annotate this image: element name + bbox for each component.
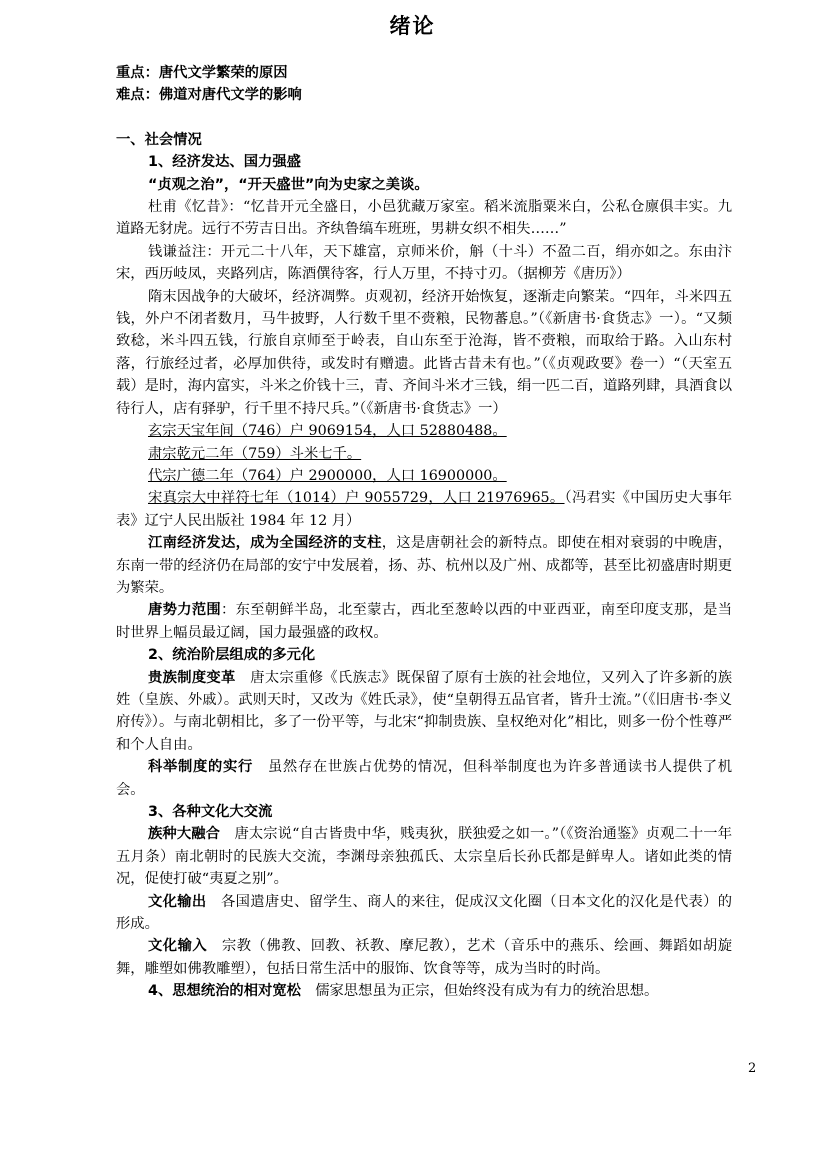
subsection-heading-1: 1、经济发达、国力强盛 [148, 154, 301, 171]
stat-line [116, 465, 732, 487]
paragraph-ethnic-fusion [116, 823, 732, 890]
paragraph-aristocracy [116, 667, 732, 757]
jiangnan-lead: 江南经济发达，成为全国经济的支柱 [148, 535, 382, 552]
paragraph-sui-tang-economy: 隋末因战争的大破坏，经济凋弊。贞观初，经济开始恢复，逐渐走向繁茉。“四年，斗米四五钱，外户不闭者数月，马牛披野，人行数千里不赍粮，民物蕃息。”（《新唐书·食货志》一）。“又频致稔，米斗四五钱，行旅自京师至于岭表，自山东至于沧海，皆不赍粮，而取给于路。入山东村落，行旅经过者，必厚加供待，或发时有赠遗。此皆古昔未有也。”（《贞观政要》卷一）“（天室五载）是时，海内富实，斗米之价钱十三，青、齐间斗米才三钱，绢一匹二百，道路列肆，具酒食以待行人，店有驿驴，行千里不持尺兵。”（《新唐书·食货志》一） [116, 288, 732, 417]
ethnic-fusion-text: 唐太宗说“自古皆贵中华，贱夷狄，朕独爱之如一。”（《资治通鉴》贞观二十一年五月条）南北朝时的民族大交流，李渊母亲独孤氏、太宗皇后长孙氏都是鲜卑人。诸如此类的情况，促使打破“夷夏之别”。 [116, 826, 733, 888]
stat-line [116, 420, 732, 442]
paragraph-ideology [116, 980, 732, 1002]
ideology-text: 儒家思想虽为正宗，但始终没有成为有力的统治思想。 [300, 983, 659, 1000]
paragraph-qian-qianyi: 钱谦益注：开元二十八年，天下雄富，京师米价，斛（十斗）不盈二百，绢亦如之。东由汴宋，西历岐凤，夹路列店，陈酒僎待客，行人万里，不持寸刃。（据柳芳《唐历》） [116, 243, 732, 283]
culture-import-text: 宗教（佛教、回教、袄教、摩尼教），艺术（音乐中的燕乐、绘画、舞蹈如胡旋舞，雕塑如佛教雕塑），包括日常生活中的服饰、饮食等等，成为当时的时尚。 [116, 938, 732, 977]
page-title: 绪论 [389, 14, 436, 38]
stat-text: 肃宗乾元二年（759）斗米七千。 [148, 445, 362, 462]
paragraph-imperial-exam [116, 756, 732, 801]
stat-text: 代宗广德二年（764）户 2900000，人口 16900000。 [148, 467, 507, 484]
imperial-exam-lead: 科举制度的实行 [148, 759, 253, 776]
difficulty-label: 难点： [116, 87, 159, 104]
ethnic-fusion-lead: 族种大融合 [148, 826, 221, 843]
subsection-lead: “贞观之治”，“开天盛世”向为史家之美谈。 [148, 176, 429, 193]
stat-text: 宋真宗大中祥符七年（1014）户 9055729，人口 21976965。 [148, 490, 565, 507]
stat-line [116, 443, 732, 465]
stat-source: （冯君实《中国历史大事年表》辽宁人民出版社 1984 年 12 月） [116, 490, 732, 529]
territory-lead: 唐势力范围 [148, 602, 222, 619]
paragraph-culture-import [116, 935, 732, 980]
spacer [116, 107, 732, 129]
culture-export-text: 各国遣唐史、留学生、商人的来往，促成汉文化圈（日本文化的汉化是代表）的形成。 [116, 893, 733, 933]
subsection-heading-3: 3、各种文化大交流 [148, 804, 273, 820]
page-number: 2 [748, 1061, 757, 1076]
culture-import-lead: 文化输入 [148, 938, 208, 955]
paragraph-du-fu: 杜甫《忆昔》：“忆昔开元全盛日，小邑犹藏万家室。稻米流脂粟米白，公私仓廪俱丰实。九道路无豺虎。远行不劳吉日出。齐纨鲁缟车班班，男耕女织不相失……” [116, 199, 732, 238]
paragraph-jiangnan [116, 532, 732, 599]
culture-export-lead: 文化输出 [148, 893, 207, 910]
aristocracy-text: 唐太宗重修《氏族志》既保留了原有士族的社会地位，又列入了许多新的族姓（皇族、外戚）。武则天时，又改为《姓氏录》，使“皇朝得五品官者，皆升士流。”（《旧唐书·李义府传》）。与南北朝相比，多了一份平等，与北宋“抑制贵族、皇权绝对化”相比，则多一份个性尊严和个人自由。 [116, 669, 733, 753]
ideology-lead: 4、思想统治的相对宽松 [148, 983, 301, 1000]
difficulty-text: 佛道对唐代文学的影响 [158, 87, 302, 104]
difficulty-line [116, 84, 732, 106]
stat-line-with-source [116, 487, 732, 532]
key-point-line [116, 62, 732, 84]
aristocracy-lead: 贵族制度变革 [148, 669, 236, 686]
jiangnan-text: ，这是唐朝社会的新特点。即使在相对衰弱的中晚唐，东南一带的经济仍在局部的安宁中发展着，扬、苏、杭州以及广州、成都等，甚至比初盛唐时期更为繁荣。 [116, 535, 733, 596]
imperial-exam-text: 虽然存在世族占优势的情况，但科举制度也为许多普通读书人提供了机会。 [116, 759, 733, 798]
document-body [116, 62, 732, 1003]
subsection-heading-2: 2、统治阶层组成的多元化 [148, 647, 316, 664]
paragraph-territory [116, 599, 732, 644]
stat-text: 玄宗天宝年间（746）户 9069154，人口 52880488。 [148, 423, 507, 440]
paragraph-culture-export [116, 891, 732, 936]
key-point-label: 重点： [116, 65, 159, 81]
territory-text: ：东至朝鲜半岛，北至蒙古，西北至葱岭以西的中亚西亚，南至印度支那，是当时世界上幅员最辽阔，国力最强盛的政权。 [116, 602, 733, 641]
section-heading: 一、社会情况 [116, 131, 202, 148]
key-point-text: 唐代文学繁荣的原因 [158, 65, 288, 81]
